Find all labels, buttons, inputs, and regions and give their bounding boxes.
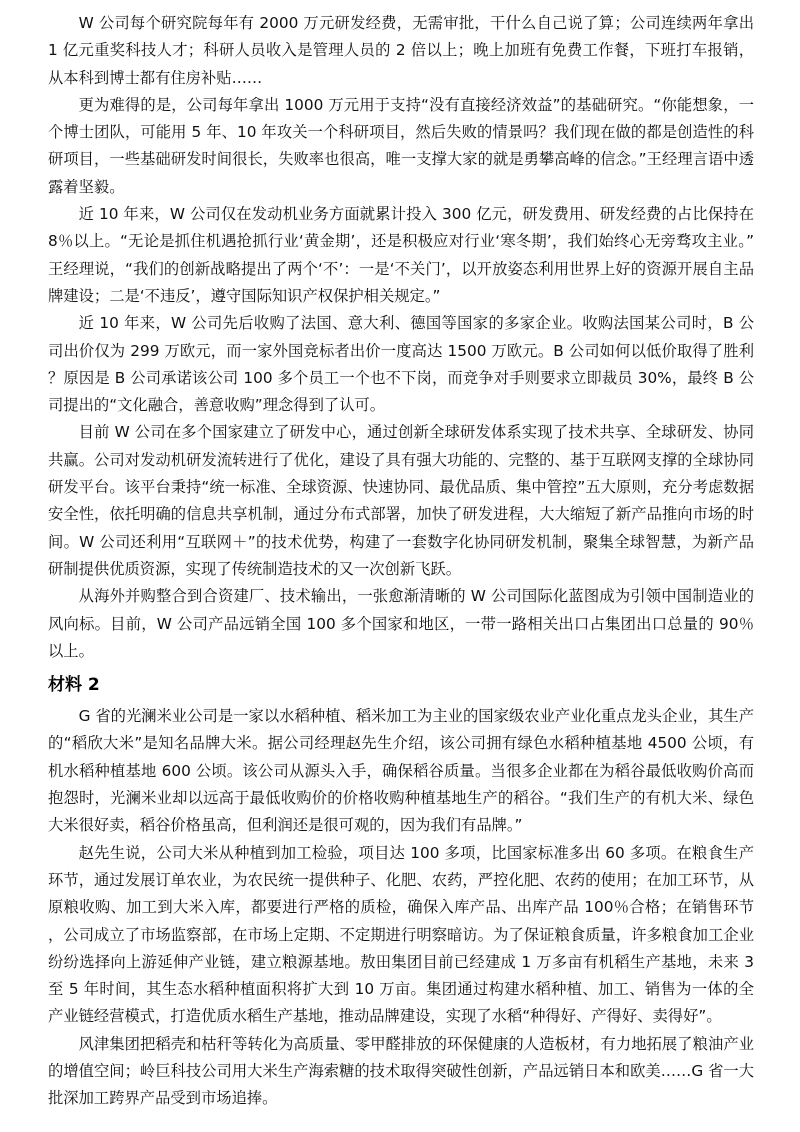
- material-2-section: [48, 671, 754, 1112]
- paragraph-9: 风津集团把稻壳和枯秆等转化为高质量、零甲醛排放的环保健康的人造板材，有力地拓展了粮油产业的增值空间；岭巨科技公司用大米生产海索糖的技术取得突破性创新，产品远销日本和欧美……G 省一大批深加工跨界产品受到市场追捧。: [48, 1034, 754, 1108]
- section-heading: 材料 2: [48, 675, 100, 696]
- paragraph-8: 赵先生说，公司大米从种植到加工检验，项目达 100 多项，比国家标准多出 60 多项。在粮食生产环节，通过发展订单农业，为农民统一提供种子、化肥、农药，严控化肥、农药的使用；在加工环节，从原粮收购、加工到大米入库，都要进行严格的质检，确保入库产品、出库产品 100％合格；在销售环节，公司成立了市场监察部，在市场上定期、不定期进行明察暗访。为了保证粮食质量，许多粮食加工企业纷纷选择向上游延伸产业链，建立粮源基地。敖田集团目前已经建成 1 万多亩有机稻生产基地，未来 3 至 5 年时间，其生态水稻种植面积将扩大到 10 万亩。集团通过构建水稻种植、加工、销售为一体的全产业链经营模式，打造优质水稻生产基地，推动品牌建设，实现了水稻“种得好、产得好、卖得好”。: [48, 843, 754, 1026]
- paragraph-2: 更为难得的是，公司每年拿出 1000 万元用于支持“没有直接经济效益”的基础研究。“你能想象，一个博士团队，可能用 5 年、10 年攻关一个科研项目，然后失败的情景吗？我们现在做的都是创造性的科研项目，一些基础研发时间很长，失败率也很高，唯一支撑大家的就是勇攀高峰的信念。”王经理言语中透露着坚毅。: [48, 95, 754, 196]
- paragraph-3: 近 10 年来，W 公司仅在发动机业务方面就累计投入 300 亿元，研发费用、研发经费的占比保持在 8％以上。“无论是抓住机遇抢抓行业‘黄金期’，还是积极应对行业‘寒冬期’，我们始终心无旁骛攻主业。”王经理说，“我们的创新战略提出了两个‘不’：一是‘不关门’，以开放姿态利用世界上好的资源开展自主品牌建设；二是‘不违反’，遵守国际知识产权保护相关规定。”: [48, 205, 754, 305]
- material-1-section: [48, 10, 754, 665]
- paragraph-1: W 公司每个研究院每年有 2000 万元研发经费，无需审批，干什么自己说了算；公司连续两年拿出 1 亿元重奖科技人才；科研人员收入是管理人员的 2 倍以上；晚上加班有免费工作餐，下班打车报销，从本科到博士都有住房补贴……: [48, 14, 754, 87]
- paragraph-4: 近 10 年来，W 公司先后收购了法国、意大利、德国等国家的多家企业。收购法国某公司时，B 公司出价仅为 299 万欧元，而一家外国竞标者出价一度高达 1500 万欧元。B 公司如何以低价取得了胜利？原因是 B 公司承诺该公司 100 多个员工一个也不下岗，而竞争对手则要求立即裁员 30%，最终 B 公司提出的“文化融合，善意收购”理念得到了认可。: [48, 314, 754, 415]
- paragraph-7: G 省的光澜米业公司是一家以水稻种植、稻米加工为主业的国家级农业产业化重点龙头企业，其生产的“稻欣大米”是知名品牌大米。据公司经理赵先生介绍，该公司拥有绿色水稻种植基地 4500 公顷，有机水稻种植基地 600 公顷。该公司从源头入手，确保稻谷质量。当很多企业都在为稻谷最低收购价高而抱怨时，光澜米业却以远高于最低收购价的价格收购种植基地生产的稻谷。“我们生产的有机大米、绿色大米很好卖，稻谷价格虽高，但利润还是很可观的，因为我们有品牌。”: [48, 707, 754, 835]
- paragraph-5: 目前 W 公司在多个国家建立了研发中心，通过创新全球研发体系实现了技术共享、全球研发、协同共赢。公司对发动机研发流转进行了优化，建设了具有强大功能的、完整的、基于互联网支撑的全球协同研发平台。该平台秉持“统一标准、全球资源、快速协同、最优品质、集中管控”五大原则，充分考虑数据安全性，依托明确的信息共享机制，通过分布式部署，加快了研发进程，大大缩短了新产品推向市场的时间。W 公司还利用“互联网＋”的技术优势，构建了一套数字化协同研发机制，聚集全球智慧，为新产品研制提供优质资源，实现了传统制造技术的又一次创新飞跃。: [48, 423, 754, 578]
- document-page: [48, 10, 754, 1113]
- paragraph-6: 从海外并购整合到合资建厂、技术输出，一张愈渐清晰的 W 公司国际化蓝图成为引领中国制造业的风向标。目前，W 公司产品远销全国 100 多个国家和地区，一带一路相关出口占集团出口总量的 90％以上。: [48, 587, 754, 660]
